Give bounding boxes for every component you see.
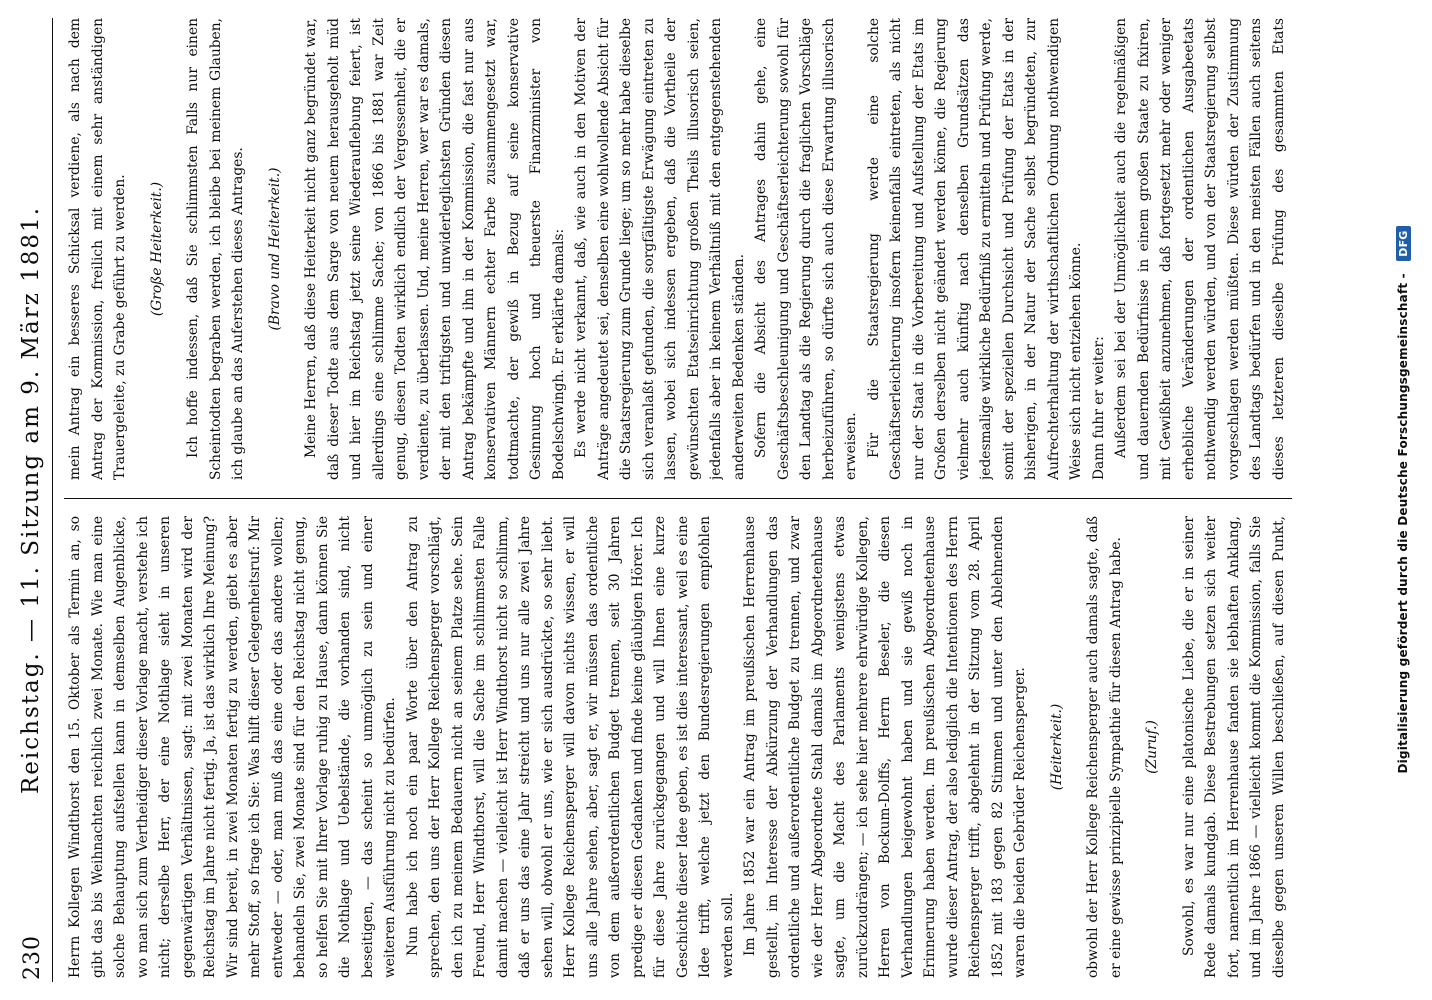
paragraph: Meine Herren, daß diese Heiterkeit nicht ganz begründet war, daß dieser Todte aus dem Sarge von neuem herausgeholt müd und hier im Reichstag jetzt seine Wiederauflebung feiert, ist allerdings eine schlimme Sache; von 1866 bis 1881 war Zeit genug, diesen Todten wirklich endlich der Vergessenheit, die er verdiente, zu überlassen. Und, meine Herren, wer war es damals, der mit den triftigsten und unwiderleglichsten Gründen diesen Antrag bekämpfte und ihn in der Kommission, die fast nur aus konservativen Männern echter Farbe zusammengesetzt war, todtmachte, der gewiß in Bezug auf seine konservative Gesinnung hoch und theuerste Finanzminister von Bodelschwingh. Er erklärte damals: [303, 18, 567, 480]
paragraph: Herrn Kollegen Windthorst den 15. Oktober als Termin an, so gibt das bis Weihnachten reichlich zwei Monate. Wie man eine solche Behauptung aufstellen kann in demselben Augenblicke, wo man sich zum Vertheidiger dieser Vorlage macht, verstehe ich nicht; derselbe Herr, der eine Nothlage sieht in unseren gegenwärtigen Verhältnissen, sagt: mit zwei Monaten wird der Reichstag im Jahre nicht fertig. Ja, ist das wirklich Ihre Meinung? Wir sind bereit, in zwei Monaten fertig zu werden, giebt es aber mehr Stoff, so frage ich Sie: Was hilft dieser Gelegenheitsruf: Mir entweder — oder, man muß das eine oder das andere wollen; behandeln Sie, zwei Monate sind für den Reichstag nicht genug, so helfen Sie mit Ihrer Vorlage ruhig zu Hause, dann können Sie die Nothlage und Uebelstände, die vorhanden sind, nicht beseitigen, — das scheint so unmöglich zu sein und einer weiteren Ausführung nicht zu bedürfen. [67, 516, 398, 978]
paragraph: Für die Staatsregierung werde eine solche Geschäftserleichterung insofern keinenfalls eintreten, als nicht nur der Staat in die Vorbereitung und Aufstellung der Etats im Großen derselben nicht geändert werden könne, die Regierung vielmehr auch künftig nach denselben Grundsätzen das jedesmalige wirkliche Bedürfniß zu ermitteln und Prüfung werde, somit der speziellen Durchsicht und Prüfung der Etats in der bisherigen, in der Natur der Sache selbst begründeten, zur Aufrechterhaltung der wirthschaftlichen Ordnung nothwendigen Weise sich nicht entziehen könne. [865, 18, 1084, 480]
stage-direction: (Große Heiterkeit.) [148, 181, 165, 317]
left-column [64, 516, 1292, 978]
paragraph: Ich hoffe indessen, daß Sie schlimmsten Falls nur einen Scheintodten begraben werden, ich bleibe bei meinem Glauben, ich glaube an das Auferstehen dieses Antrages. [185, 18, 246, 480]
page-number: 230 [20, 935, 45, 980]
paragraph: Dann fuhr er weiter: [1090, 336, 1107, 480]
right-column [64, 18, 1292, 480]
stage-direction: (Heiterkeit.) [1048, 703, 1065, 791]
paragraph: Sowohl, es war nur eine platonische Liebe, die er in seiner Rede damals kundgab. Diese Bestrebungen setzen sich weiter fort, namentlich im Herrenhause fanden sie lebhaften Anklang, und im Jahre 1866 — vielleicht kommt die Kommission, falls Sie dieselbe gegen unseren Willen beschließen, auf diesen Punkt, [1180, 516, 1287, 978]
paragraph: Sofern die Absicht des Antrages dahin gehe, eine Geschäftsbeschleunigung und Geschäftserleichterung sowohl für den Landtag als die Regierung durch die fraglichen Vorschläge herbeizuführen, so dürfte sich auch diese Erwartung illusorisch erweisen. [753, 18, 859, 480]
page-header [12, 18, 53, 982]
stage-direction: (Zuruf.) [1144, 720, 1160, 774]
paragraph: mein Antrag ein besseres Schicksal verdiene, als nach dem Antrag der Kommission, freilich mit einem sehr anständigen Trauergeleite, zu Grabe geführt zu werden. [67, 18, 128, 480]
digitization-note: Digitalisierung gefördert durch die Deutsche Forschungsgemeinschaft - [1396, 273, 1410, 774]
digitization-credit [1396, 40, 1411, 960]
paragraph: obwohl der Herr Kollege Reichensperger auch damals sagte, daß er eine gewisse prinzipielle Sympathie für diesen Antrag habe. [1085, 516, 1124, 978]
running-title: Reichstag. — 11. Sitzung am 9. März 1881. [18, 205, 44, 795]
paragraph: Außerdem sei bei der Unmöglichkeit auch die regelmäßigen und dauernden Bedürfnisse in einem großen Staate zu fixiren, mit Gewißheit anzunehmen, daß fortgesetzt mehr oder weniger erhebliche Veränderungen der ordentlichen Ausgabeetats nothwendig werden würden, und von der Staatsregierung selbst vorgeschlagen werden müßten. Diese würden der Zustimmung des Landtags bedürfen und in den meisten Fällen auch seitens dieses letzteren dieselbe Prüfung des gesammten Etats [1113, 18, 1287, 480]
column-divider [64, 498, 1292, 499]
paragraph: Im Jahre 1852 war ein Antrag im preußischen Herrenhause gestellt, im Interesse der Abkürzung der Verhandlungen das ordentliche und außerordentliche Budget zu trennen, und zwar wie der Herr Abgeordnete Stahl damals im Abgeordnetenhause sagte, um die Macht des Parlaments wenigstens etwas zurückzudrängen; — ich sehe hier mehrere ehrwürdige Kollegen, Herren von Bockum-Dolffs, Herrn Beseler, die diesen Verhandlungen beigewohnt haben und sie gewiß noch in Erinnerung haben werden. Im preußischen Abgeordnetenhause wurde dieser Antrag, der also lediglich die Intentionen des Herrn Reichensperger trifft, abgelehnt in der Sitzung vom 28. April 1852 mit 183 gegen 82 Stimmen und unter den Ablehnenden waren die beiden Gebrüder Reichensperger. [742, 516, 1028, 978]
stage-direction: (Bravo und Heiterkeit.) [266, 167, 283, 331]
paragraph: Nun habe ich noch ein paar Worte über den Antrag zu sprechen, den uns der Herr Kollege Reichensperger vorschlägt, den ich zu meinem Bedauern nicht an seinem Platze sehe. Sein Freund, Herr Windthorst, will die Sache im schlimmsten Falle damit machen — vielleicht ist Herr Windthorst nicht so schlimm, daß er uns das eine Jahr streicht und uns nur alle zwei Jahre sehen will, obwohl er uns, wie er sich ausdrückte, so sehr liebt. Herr Kollege Reichensperger will davon nichts wissen, er will uns alle Jahre sehen, aber, sagt er, wir müssen das ordentliche von dem außerordentlichen Budget trennen, seit 30 Jahren predige er diesen Gedanken und finde keine gläubigen Hörer. Ich für diese Jahre zurückgegangen und will Ihnen eine kurze Geschichte dieser Idee geben, es ist dies interessant, weil es eine Idee trifft, welche jetzt den Bundesregierungen empfohlen werden soll. [404, 516, 736, 978]
paragraph: Es werde nicht verkannt, daß, wie auch in den Motiven der Anträge angedeutet sei, denselben eine wohlwollende Absicht für die Staatsregierung zum Grunde liege; um so mehr habe dieselbe sich veranlaßt gefunden, die sorgfältigste Erwägung eintreten zu lassen, wobei sich indessen ergeben, daß die Vortheile der gewünschten Etatseinrichtung großen Theils illusorisch seien, jedenfalls aber in keinem Verhältniß mit den entgegenstehenden anderweiten Bedenken ständen. [573, 18, 747, 480]
dfg-logo: DFG [1396, 226, 1411, 260]
